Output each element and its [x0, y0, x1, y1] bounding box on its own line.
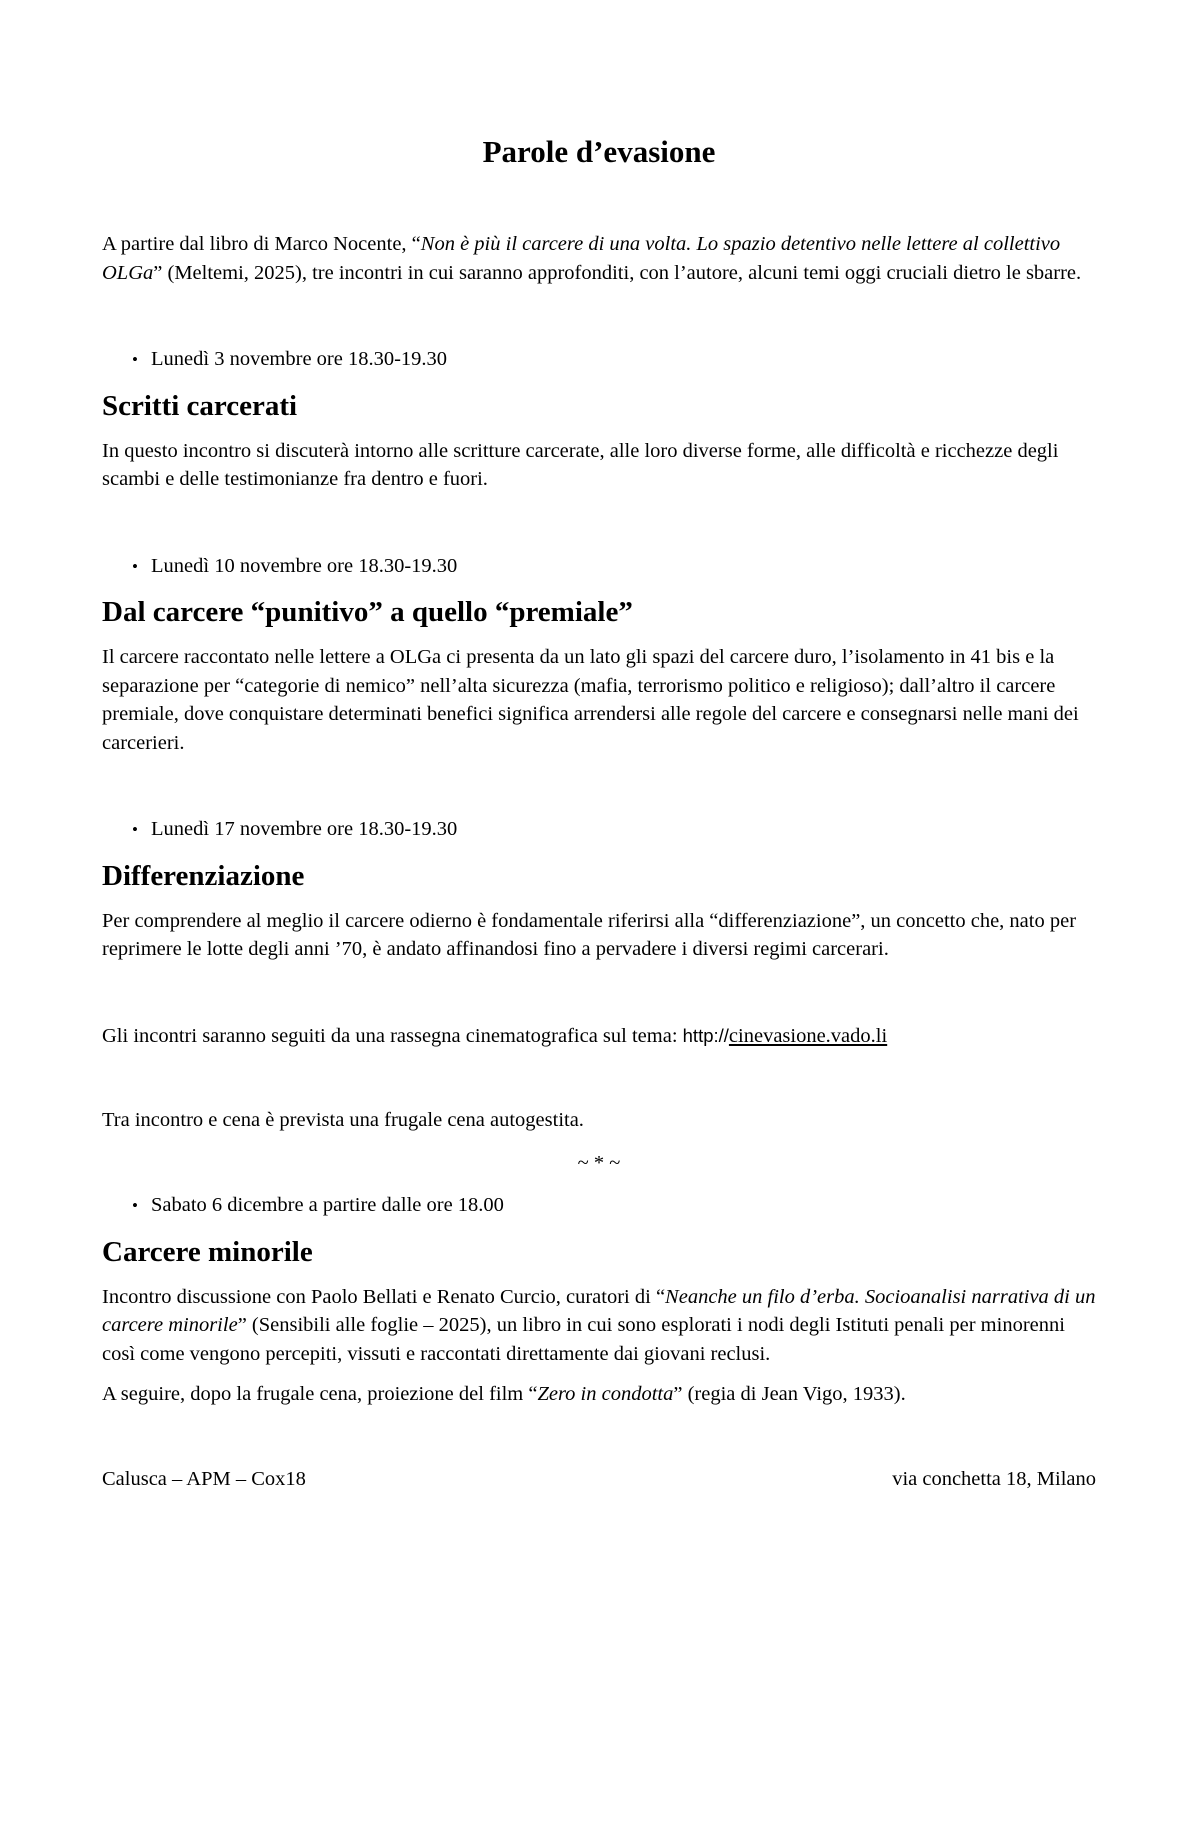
special-event-heading: Carcere minorile: [102, 1235, 313, 1268]
footer-venue-name: Calusca – APM – Cox18: [102, 1467, 306, 1490]
intro-paragraph: [102, 230, 1096, 287]
event-1-date-row: [102, 345, 1096, 375]
rassegna-text: Gli incontri saranno seguiti da una rassegna cinematografica sul tema:: [102, 1024, 683, 1047]
event-2-date: Lunedì 10 novembre ore 18.30-19.30: [151, 554, 458, 577]
intro-text-after: ” (Meltemi, 2025), tre incontri in cui saranno approfonditi, con l’autore, alcuni temi oggi cruciali dietro le sbarre.: [153, 261, 1082, 284]
event-2-date-row: [102, 552, 1096, 582]
event-1-date: Lunedì 3 novembre ore 18.30-19.30: [151, 348, 448, 370]
footer-venue-address: via conchetta 18, Milano: [892, 1467, 1096, 1490]
cinevasione-link[interactable]: cinevasione.vado.li: [728, 1024, 888, 1047]
bullet-icon: •: [132, 556, 138, 576]
page-title: Parole d’evasione: [482, 134, 716, 169]
footer: [102, 1465, 1096, 1494]
film-text-before: A seguire, dopo la frugale cena, proiezione del film “: [102, 1383, 538, 1405]
cena-note: Tra incontro e cena è prevista una frugale cena autogestita.: [102, 1109, 584, 1131]
film-text-after: ” (regia di Jean Vigo, 1933).: [673, 1383, 906, 1405]
event-2-description: Il carcere raccontato nelle lettere a OLGa ci presenta da un lato gli spazi del carcere duro, l’isolamento in 41 bis e la separazione per “categorie di nemico” nell’alta sicurezza (mafia, terrorismo politico e religioso); dall’altro il carcere premiale, dove conquistare determinati benefici significa arrendersi alle regole del carcere e consegnarsi nelle mani dei carcerieri.: [102, 646, 1079, 754]
film-note: [102, 1380, 1096, 1409]
event-3-heading: Differenziazione: [102, 859, 305, 892]
special-text-before: Incontro discussione con Paolo Bellati e Renato Curcio, curatori di “: [102, 1285, 666, 1308]
event-1-heading: Scritti carcerati: [102, 389, 298, 422]
event-2-heading: Dal carcere “punitivo” a quello “premiale”: [102, 596, 633, 628]
event-3-description: Per comprendere al meglio il carcere odierno è fondamentale riferirsi alla “differenziazione”, un concetto che, nato per reprimere le lotte degli anni ’70, è andato affinandosi fino a pervadere i diversi regimi carcerari.: [102, 909, 1077, 960]
intro-book-title: Non è più il carcere di una volta. Lo spazio detentivo nelle lettere al collettivo OLGa: [102, 233, 1061, 284]
film-title: Zero in condotta: [537, 1383, 674, 1405]
event-3-date-row: [102, 815, 1096, 845]
special-book-title: Neanche un filo d’erba. Socioanalisi narrativa di un carcere minorile: [102, 1285, 1096, 1336]
link-scheme: http://: [682, 1024, 729, 1046]
bullet-icon: •: [132, 1196, 138, 1215]
document-page: [0, 132, 1200, 1533]
event-1-description: In questo incontro si discuterà intorno alle scritture carcerate, alle loro diverse forme, alle difficoltà e ricchezze degli scambi e delle testimonianze fra dentro e fuori.: [102, 439, 1059, 490]
rassegna-note: [102, 1022, 1096, 1051]
bullet-icon: •: [132, 820, 138, 839]
special-text-after: ” (Sensibili alle foglie – 2025), un libro in cui sono esplorati i nodi degli Istituti penali per minorenni così come vengono percepiti, vissuti e raccontati direttamente dai giovani reclusi.: [102, 1314, 1065, 1365]
special-event-description: [102, 1283, 1096, 1369]
section-divider: ~ * ~: [577, 1151, 621, 1174]
intro-text-before: A partire dal libro di Marco Nocente, “: [102, 233, 421, 255]
bullet-icon: •: [132, 350, 138, 369]
special-event-date-row: [102, 1191, 1096, 1221]
event-3-date: Lunedì 17 novembre ore 18.30-19.30: [151, 818, 458, 840]
special-event-date: Sabato 6 dicembre a partire dalle ore 18.00: [151, 1194, 504, 1216]
